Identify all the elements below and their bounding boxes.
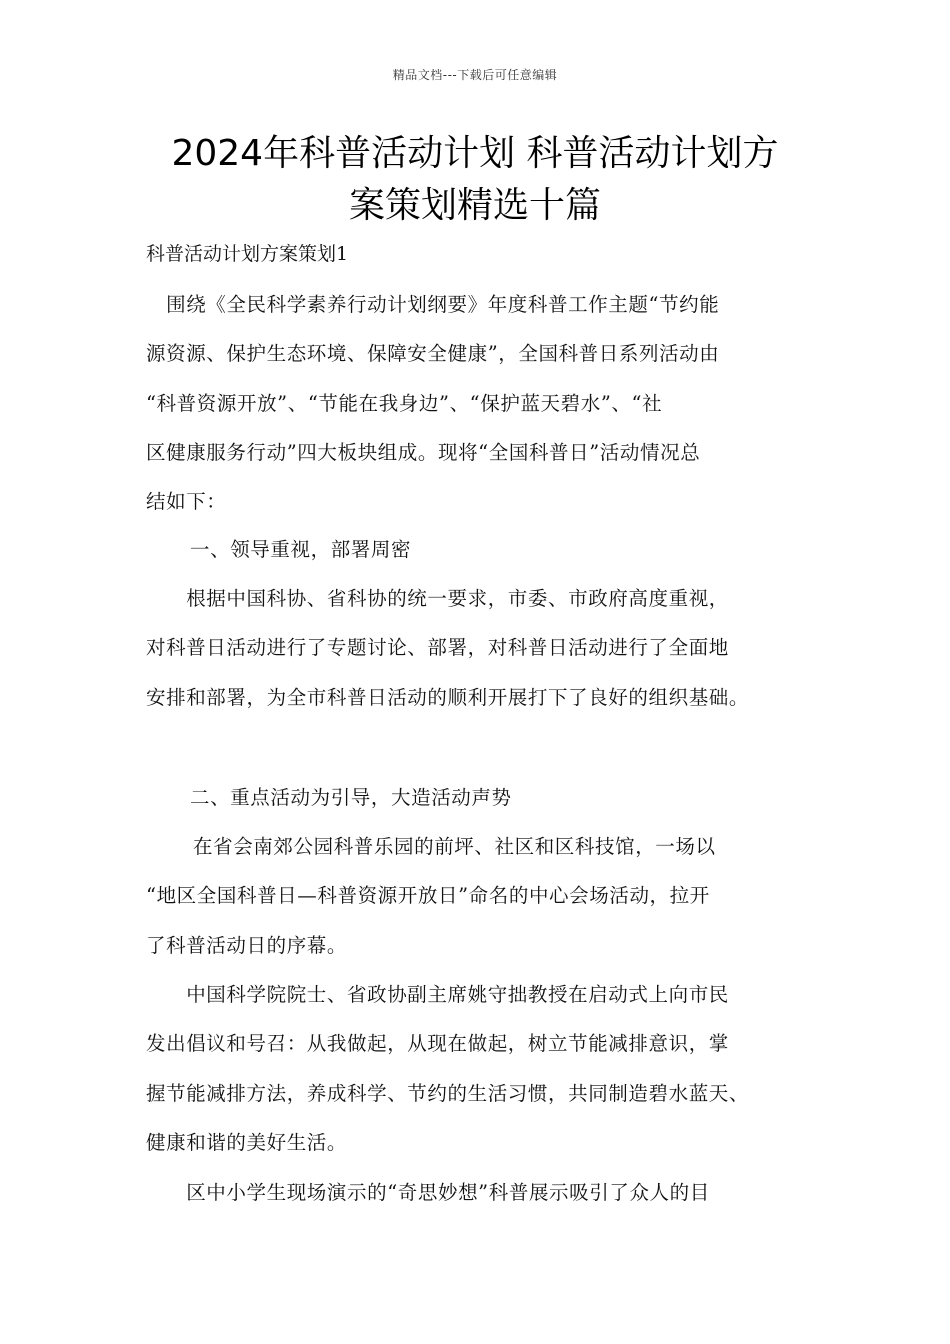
title-line: 2024年科普活动计划 科普活动计划方 [171,133,779,174]
paragraph [146,1168,816,1217]
paragraph [146,280,816,526]
paragraph-line: 中国科学院院士、省政协副主席姚守拙教授在启动式上向市民 [146,983,729,1006]
paragraph-line: 握节能减排方法，养成科学、节约的生活习惯，共同制造碧水蓝天、 [146,1081,750,1105]
paragraph-line: 结如下： [146,490,227,514]
paragraph-line: 健康和谐的美好生活。 [146,1130,348,1154]
section-heading: 二、重点活动为引导，大造活动声势 [190,786,512,809]
paragraph-line: 区中小学生现场演示的“奇思妙想”科普展示吸引了众人的目 [146,1181,710,1204]
paragraph-line: 发出倡议和号召：从我做起，从现在做起，树立节能减排意识，掌 [146,1032,729,1056]
header-note: 精品文档---下载后可任意编辑 [392,68,558,82]
document-title [120,128,830,232]
paragraph [146,970,816,1167]
paragraph-line: 根据中国科协、省科协的统一要求，市委、市政府高度重视， [146,587,729,610]
paragraph-line: 源资源、保护生态环境、保障安全健康”，全国科普日系列活动由 [146,342,720,366]
paragraph [146,822,816,970]
paragraph-line: “科普资源开放”、“节能在我身边”、“保护蓝天碧水”、“社 [146,391,663,415]
paragraph-line: 对科普日活动进行了专题讨论、部署，对科普日活动进行了全面地 [146,636,729,660]
paragraph-line: 了科普活动日的序幕。 [146,933,348,957]
paragraph-line: “地区全国科普日—科普资源开放日”命名的中心会场活动，拉开 [146,884,710,908]
title-line: 案策划精选十篇 [348,185,601,226]
section-heading: 一、领导重视，部署周密 [190,538,412,561]
section-subheading: 科普活动计划方案策划1 [146,243,349,265]
paragraph-line: 区健康服务行动”四大板块组成。现将“全国科普日”活动情况总 [146,440,701,464]
paragraph-line: 在省会南郊公园科普乐园的前坪、社区和区科技馆，一场以 [146,835,716,858]
paragraph [146,574,816,722]
paragraph-line: 围绕《全民科学素养行动计划纲要》年度科普工作主题“节约能 [146,293,720,316]
paragraph-line: 安排和部署，为全市科普日活动的顺利开展打下了良好的组织基础。 [146,685,750,709]
